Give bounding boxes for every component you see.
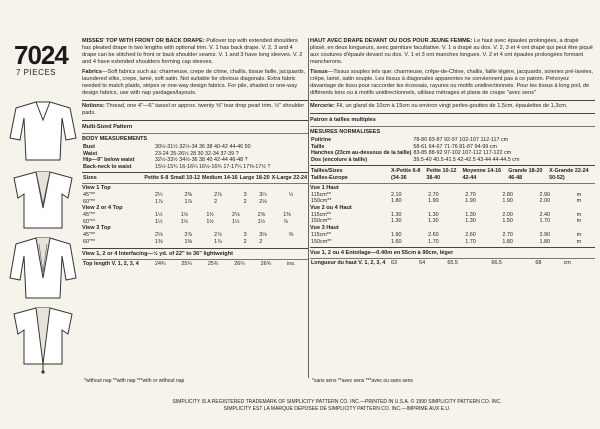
value: 26¼ xyxy=(234,260,245,267)
yardage-value: 1.80 xyxy=(539,238,550,245)
footer-line: SIMPLICITY IS A REGISTERED TRADEMARK OF SIMPLICITY PATTERN CO. INC.—PRINTED IN U.S.A. © 1990 SIMPLICITY PATTERN CO. INC. xyxy=(172,399,502,405)
value: 46-48 xyxy=(508,174,523,181)
yardage-value: 1.70 xyxy=(539,218,550,225)
yardage-value: 2.70 xyxy=(502,231,513,238)
size-col: X-Grande 22-24 xyxy=(549,168,589,175)
view-title: Vue 3 Haut xyxy=(310,224,339,231)
yardage-value: m xyxy=(576,211,582,218)
yardage-value xyxy=(288,199,308,206)
fabric-width: 45"** xyxy=(83,191,96,198)
notions-title: Mercerie: xyxy=(310,103,335,109)
measurement-label: Hanches (23cm au-dessous de la taille) xyxy=(311,150,412,157)
sizes-label: Sizes xyxy=(83,175,97,182)
size-col: Medium 14-16 xyxy=(202,175,238,182)
size-col: Petite 6-8 xyxy=(144,175,169,182)
value: 26¾ xyxy=(260,260,272,267)
measurement-label: Poitrine xyxy=(311,137,332,143)
yardage-value: 2 xyxy=(214,198,218,205)
yardage-value: 1.70 xyxy=(465,238,476,245)
measurement-row xyxy=(82,157,308,164)
yardage-value: 1⅜ xyxy=(283,212,291,219)
size-col: X-Large 22-24 xyxy=(271,175,307,182)
size-col: Petite 10-12 xyxy=(426,168,457,175)
yardage-value: 2⅞ xyxy=(214,191,222,198)
yardage-value: 2.70 xyxy=(428,191,439,198)
measurement-values: 15½-15¾ 16-16¼ 16½-16¾ 17-17¼ 17⅜-17½ ? xyxy=(155,163,271,170)
measurement-row xyxy=(82,144,308,151)
body-measurements-title: MESURES NORMALISEES xyxy=(310,129,381,135)
nap-note: *without nap **with nap ***with or without nap xyxy=(84,378,185,384)
view-title: View 3 Top xyxy=(82,225,111,232)
yardage-value: 2.70 xyxy=(465,191,476,198)
fabrics-title: Tissus xyxy=(310,69,328,75)
yardage-value: 2 xyxy=(243,198,247,205)
yardage-value: 1½ xyxy=(257,218,266,225)
yardage-value: 3 xyxy=(243,191,247,198)
yardage-value: 2⅜ xyxy=(184,191,193,198)
fabric-width: 150cm** xyxy=(311,218,332,225)
yardage-value xyxy=(288,239,308,246)
notions-text: Fil, un gland de 10cm à 15cm ou environ vingt perles-gouttes de 1,5cm, épaulettes de 1,3cm. xyxy=(336,103,568,109)
fabric-width: 150cm** xyxy=(311,238,332,245)
yardage-value: 1.90 xyxy=(465,198,476,205)
view-title: Vue 2 ou 4 Haut xyxy=(310,204,352,211)
value: cm xyxy=(563,260,571,267)
yardage-value: 1.90 xyxy=(391,231,402,238)
yardage-value: 1½ xyxy=(206,212,214,219)
fabric-width: 60"** xyxy=(83,218,96,225)
yardage-row xyxy=(82,232,308,239)
english-column xyxy=(82,38,308,267)
nap-note: *sans sens **avec sens ***avec ou sans sens xyxy=(312,378,413,384)
fabric-width: 115cm** xyxy=(311,231,331,238)
value: 66.5 xyxy=(491,260,502,267)
yardage-value: ⅜ xyxy=(288,232,294,239)
measurement-row xyxy=(310,144,595,151)
yardage-value: 1½ xyxy=(155,218,163,225)
sizes-header xyxy=(310,168,595,181)
yardage-value: m xyxy=(576,238,582,245)
top-length-row xyxy=(82,261,308,268)
yardage-value: 1.80 xyxy=(502,238,513,245)
yardage-value: 1⅜ xyxy=(184,238,193,245)
yardage-value: 1½ xyxy=(206,218,214,225)
yardage-value: 2.60 xyxy=(465,231,476,238)
yardage-value: m xyxy=(576,231,582,238)
measurement-row xyxy=(310,157,595,164)
yardage-value: 2.40 xyxy=(539,211,550,218)
notions-text: Thread, one 4"—6" tassel or approx. twenty ⅝" tear drop pearl trim, ½" shoulder pads. xyxy=(82,103,305,116)
measurement-row xyxy=(82,164,308,171)
yardage-value: 2.00 xyxy=(539,198,550,205)
measurement-label: Back-neck to waist xyxy=(83,163,132,170)
yardage-value: 2⅛ xyxy=(155,232,163,239)
yardage-value: m xyxy=(576,191,582,198)
yardage-value: 1.90 xyxy=(502,198,513,205)
yardage-value: 1.30 xyxy=(428,218,439,225)
yardage-row xyxy=(310,239,595,246)
view-1-sketch-icon xyxy=(6,98,80,164)
measurement-values: 78-80 83-87 92-97 102-107 112-117 cm xyxy=(413,137,509,143)
view-title: Vue 1 Haut xyxy=(310,184,339,191)
yardage-row xyxy=(82,212,308,219)
body-measurements-title: BODY MEASUREMENTS xyxy=(82,136,148,142)
footer xyxy=(82,399,592,412)
yardage-value: 1½ xyxy=(231,218,240,225)
measurement-values: 30½-31½ 32½-34 36 38 40-42 44-46 50 xyxy=(155,144,251,150)
yardage-value: ⅞ xyxy=(283,218,288,225)
description: Pullover top with extended shoulders has pleated drape in two lengths with optional trim. V. 1 has back drape. V. 2, 3 and 4 drape can be stitched to front or back shoulder seams. V. 1 and 3 have long sleeves. V. 2 and 4 have extended shoulders forming cap sleeves. xyxy=(82,38,303,65)
yardage-value: m xyxy=(576,198,582,205)
measurement-row xyxy=(310,137,595,144)
measurement-values: 32½-33½ 34½-36 38 40 42-44 46-48 ? xyxy=(155,157,248,164)
fabrics-title: Fabrics xyxy=(82,69,102,75)
view-2-sketch-icon xyxy=(6,168,80,232)
yardage-value: 1.30 xyxy=(428,211,439,218)
yardage-value: 3 xyxy=(243,232,247,239)
yardage-row xyxy=(82,192,308,199)
yardage-value: 1½ xyxy=(155,212,163,219)
measurement-label: Hip—9" below waist xyxy=(83,157,135,164)
fabric-width: 115cm** xyxy=(311,211,331,218)
multi-size-label: Patron à tailles multiples xyxy=(310,117,376,123)
value: 65.5 xyxy=(447,260,458,267)
yardage-value: 2.90 xyxy=(539,231,550,238)
measurement-label: Waist xyxy=(83,150,98,157)
size-col: Grande 18-20 xyxy=(508,168,543,175)
body-measurements-table xyxy=(82,144,308,170)
yardage-value: 1.60 xyxy=(391,238,402,245)
value: 42-44 xyxy=(462,174,477,181)
yardage-value: ½ xyxy=(288,191,294,198)
yardage-value: 1½ xyxy=(180,212,189,219)
size-col: Moyenne 14-16 xyxy=(462,168,502,175)
yardage-value: 1.30 xyxy=(465,211,476,218)
yardage-value: 1.80 xyxy=(391,198,402,205)
fabric-width: 45"** xyxy=(83,212,96,219)
fabric-width: 60"** xyxy=(83,198,96,205)
description: Le haut avec épaules prolongées, a drapé plissé, en deux longueurs, avec garniture facultative. V. 1 a drapé au dos. V. 2, 3 et 4 ont drapé qui peut être piqué aux coutures d'épaule devant ou dos. V. 1 et 3 ont manches longues. V. 2 et 4 ont épaules prolongées formant mancherons. xyxy=(310,38,593,65)
column-divider xyxy=(308,38,309,378)
value: (34-36 xyxy=(391,174,407,181)
body-measurements-table xyxy=(310,137,595,163)
yardage-value: 2.00 xyxy=(502,211,513,218)
measurement-label: Taille xyxy=(311,143,325,150)
desc-title: MISSES' TOP WITH FRONT OR BACK DRAPE: xyxy=(82,38,205,44)
yardage-value: m xyxy=(576,218,582,225)
value: 68 xyxy=(535,260,542,267)
yardage-row xyxy=(310,212,595,219)
yardage-value: 2⅛ xyxy=(259,198,267,205)
interfacing-line: Vue 1, 2 ou 4 Entoilage—0.40m en 55cm à 90cm, léger xyxy=(310,250,454,257)
french-column xyxy=(310,38,595,267)
value: ins. xyxy=(287,260,296,267)
yardage-value: 1⅞ xyxy=(155,198,163,205)
value: 24¾ xyxy=(155,260,166,267)
yardage-value: 1.30 xyxy=(465,218,476,225)
yardage-value: 3¼ xyxy=(259,191,267,198)
pattern-number: 7024 xyxy=(14,40,68,70)
measurement-values: 23-24 25-26½ 28 30 32-34 37-39 ? xyxy=(155,150,239,157)
yardage-value: 2.80 xyxy=(502,191,513,198)
yardage-value: 1.30 xyxy=(391,218,402,225)
yardage-row xyxy=(310,192,595,199)
value: 25¼ xyxy=(181,260,192,267)
yardage-value: 2.10 xyxy=(391,191,402,198)
yardage-value: 1⅞ xyxy=(184,198,193,205)
view-title: View 1 Top xyxy=(82,184,111,191)
yardage-value: 2⅝ xyxy=(257,212,266,219)
value: 25¾ xyxy=(207,260,219,267)
yardage-row xyxy=(310,218,595,225)
yardage-value: 2.90 xyxy=(539,191,550,198)
yardage-value: 2 xyxy=(259,238,263,245)
value: 64 xyxy=(419,260,426,267)
yardage-value: 3⅛ xyxy=(259,232,267,239)
yardage-value: 1.70 xyxy=(428,238,439,245)
value: 63 xyxy=(391,260,397,267)
fabric-width: 60"** xyxy=(83,238,96,245)
yardage-value: 2¼ xyxy=(155,191,163,198)
yardage-row xyxy=(82,239,308,246)
yardage-value: 2 xyxy=(243,238,247,245)
measurement-row xyxy=(310,150,595,157)
measurement-values: 58-61 64-67 71-76 81-87 94-99 cm xyxy=(413,143,497,150)
measurement-values: 39.5-40 40.5-41.5 42-42.5 43-44 44-44.5 cm xyxy=(413,156,520,163)
fabric-width: 115cm** xyxy=(311,191,331,198)
yardage-value: 1⅞ xyxy=(214,238,222,245)
sizes-header xyxy=(82,175,308,182)
top-length-label: Longueur du haut V. 1, 2, 3, 4 xyxy=(311,260,386,267)
interfacing-line: View 1, 2 or 4 Interfacing—½ yd. of 22" to 36" lightweight xyxy=(82,250,233,257)
yardage-value: 2⅞ xyxy=(214,232,222,239)
top-length-label: Top length V. 1, 2, 3, 4 xyxy=(83,260,139,267)
fabric-width: 150cm** xyxy=(311,198,332,205)
yardage-table xyxy=(82,185,308,246)
measurement-label: Bust xyxy=(83,144,95,150)
notions-title: Notions: xyxy=(82,103,105,109)
yardage-value: 1½ xyxy=(180,218,189,225)
view-4-sketch-icon xyxy=(6,304,80,374)
size-col: X-Petite 6-8 xyxy=(391,168,421,175)
footer-line: SIMPLICITY EST LA MARQUE DEPOSEE DE SIMPLICITY PATTERN CO. INC.—IMPRIME AUX E.U. xyxy=(223,405,451,412)
fabrics-text: —Soft fabrics such as: charmeuse, crepe de chine, challis, tissue faille, jacquards, laundered silks, crepe, lamé, soft satin. Not suitable for obvious diagonals. Extra fabric needed to match plaids, stripes or one-way design fabrics. For pile, shaded or one-way design fabrics, use with nap yardages/layouts. xyxy=(82,69,306,96)
yardage-value: 1.30 xyxy=(391,211,402,218)
fabric-width: 45"** xyxy=(83,232,96,239)
sizes-label: Tailles/Sizes xyxy=(311,168,343,175)
size-col: Small 10-12 xyxy=(170,175,201,182)
yardage-value: 2⅞ xyxy=(184,232,193,239)
value: 38-40 xyxy=(426,174,441,181)
yardage-value: 1.90 xyxy=(428,198,439,205)
euro-sizes-label: Tailles-Europe xyxy=(311,174,348,181)
size-col: Large 18-20 xyxy=(239,175,270,182)
yardage-value: 1⅜ xyxy=(155,238,163,245)
yardage-row xyxy=(82,219,308,226)
measurement-values: 83-85 88-92 97-102 107-112 117-122 cm xyxy=(413,150,512,157)
yardage-row xyxy=(310,232,595,239)
yardage-value: 2⅛ xyxy=(231,212,240,219)
top-length-row xyxy=(310,260,595,267)
view-3-sketch-icon xyxy=(6,234,80,302)
yardage-row xyxy=(82,199,308,206)
pieces-count: 7 PIECES xyxy=(16,68,57,77)
yardage-value: 1.50 xyxy=(502,218,513,225)
desc-title: HAUT AVEC DRAPE DEVANT OU DOS POUR JEUNE FEMME: xyxy=(310,38,473,44)
yardage-table xyxy=(310,185,595,246)
fabrics-text: —Tissus souples tels que: charmeuse, crêpe-de-Chine, challis, faille légère, jacquards, soieries pré-lavées, crêpe, lamé, satin souple. Les tissus à diagonales apparentes ne conviennent pas à ce patron. Prévoyez davantage de tissu pour raccorder les écossais, rayures ou motifs unidirectionnels. Pour les tissus à long poil, de différents tons ou à motifs unidirectionnels, utilisez métrages et plans de coupe "avec sens" xyxy=(310,69,593,96)
view-title: View 2 or 4 Top xyxy=(82,205,123,212)
yardage-value: 2.60 xyxy=(428,231,439,238)
yardage-row xyxy=(310,198,595,205)
multi-size-label: Multi-Sized Pattern xyxy=(82,124,133,130)
value: 50-52) xyxy=(549,174,565,181)
measurement-label: Dos (encolure à taille) xyxy=(311,156,368,163)
